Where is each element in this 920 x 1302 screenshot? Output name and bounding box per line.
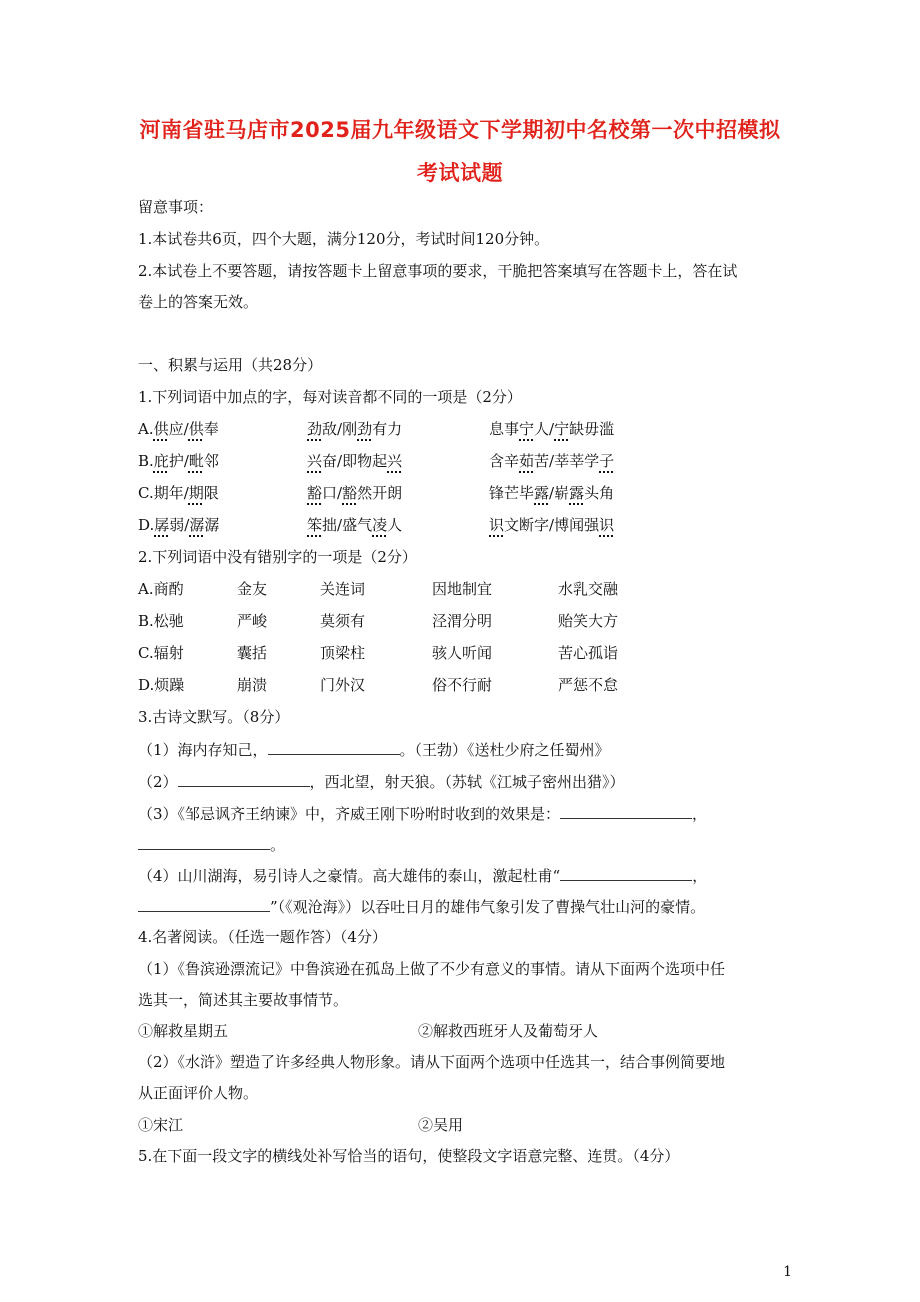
question-4-stem: 4.名著阅读。（任选一题作答）（4分） [138, 928, 387, 946]
q2-option-d-word1: D.烦躁 [138, 676, 185, 694]
q2-option-a-word5: 水乳交融 [558, 580, 619, 598]
q2-option-a-word2: 金友 [237, 580, 268, 598]
q3-part-1: （1）海内存知己， 。（王勃）《送杜少府之任蜀州》 [138, 741, 610, 759]
q2-option-a-word4: 因地制宜 [432, 580, 493, 598]
q1-option-a-col3: 息事宁人/宁缺毋滥 [489, 420, 615, 438]
q1-option-b-col2: 兴奋/即物起兴 [307, 452, 403, 470]
note-2-line1: 2.本试卷上不要答题，请按答题卡上留意事项的要求，干脆把答案填写在答题卡上，答在试 [138, 262, 738, 280]
q2-option-b-word5: 贻笑大方 [558, 612, 619, 630]
q1-option-c-col1: C.期年/期限 [138, 484, 219, 502]
exam-title-line2: 考试试题 [417, 161, 503, 185]
q2-option-c-word3: 顶梁柱 [320, 644, 366, 662]
q2-option-c-word2: 囊括 [237, 644, 268, 662]
answer-blank[interactable] [560, 804, 692, 819]
q1-option-d-col2: 笨拙/盛气凌人 [307, 516, 403, 534]
q3-part-3-cont: 。 [138, 835, 285, 854]
answer-blank[interactable] [560, 866, 692, 881]
q4-part-1-line1: （1）《鲁滨逊漂流记》中鲁滨逊在孤岛上做了不少有意义的事情。请从下面两个选项中任 [138, 960, 726, 978]
q2-option-c-word4: 骇人听闻 [432, 644, 493, 662]
answer-blank[interactable] [178, 772, 310, 787]
q4-option-2b: ②吴用 [418, 1116, 464, 1134]
answer-blank[interactable] [268, 740, 400, 755]
q2-option-b-word1: B.松驰 [138, 612, 184, 630]
q3-part-4: （4）山川湖海，易引诗人之豪情。高大雄伟的泰山，激起杜甫“ ， [138, 867, 708, 885]
question-1-stem: 1.下列词语中加点的字，每对读音都不同的一项是（2分） [138, 388, 522, 406]
q1-option-a-col2: 劲敌/刚劲有力 [307, 420, 403, 438]
q4-part-2-line1: （2）《水浒》塑造了许多经典人物形象。请从下面两个选项中任选其一，结合事例简要地 [138, 1053, 726, 1071]
q3-part-2: （2） ，西北望，射天狼。（苏轼《江城子密州出猎》） [138, 773, 625, 791]
q2-option-b-word4: 泾渭分明 [432, 612, 493, 630]
q2-option-d-word3: 门外汉 [320, 676, 366, 694]
q2-option-b-word2: 严峻 [237, 612, 268, 630]
q1-option-a-col1: A.供应/供奉 [138, 420, 219, 438]
exam-title-line1: 河南省驻马店市2025届九年级语文下学期初中名校第一次中招模拟 [139, 118, 781, 142]
q2-option-a-word1: A.商酌 [138, 580, 184, 598]
q4-option-1a: ①解救星期五 [138, 1022, 229, 1040]
note-2-line2: 卷上的答案无效。 [138, 293, 259, 311]
question-3-stem: 3.古诗文默写。（8分） [138, 708, 290, 726]
question-2-stem: 2.下列词语中没有错别字的一项是（2分） [138, 548, 417, 566]
q2-option-d-word5: 严惩不怠 [558, 676, 619, 694]
q1-option-c-col2: 豁口/豁然开朗 [307, 484, 403, 502]
q4-part-1-line2: 选其一，简述其主要故事情节。 [138, 991, 349, 1009]
q2-option-d-word4: 俗不行耐 [432, 676, 493, 694]
q2-option-b-word3: 莫须有 [320, 612, 366, 630]
q2-option-d-word2: 崩溃 [237, 676, 268, 694]
q2-option-a-word3: 关连词 [320, 580, 366, 598]
q2-option-c-word1: C.辐射 [138, 644, 184, 662]
q3-part-4-cont: ”（《观沧海》）以吞吐日月的雄伟气象引发了曹操气壮山河的豪情。 [138, 897, 705, 916]
question-5-stem: 5.在下面一段文字的横线处补写恰当的语句，使整段文字语意完整、连贯。（4分） [138, 1147, 680, 1165]
section-1-heading: 一、积累与运用（共28分） [138, 356, 323, 374]
q4-part-2-line2: 从正面评价人物。 [138, 1084, 259, 1102]
q2-option-c-word5: 苦心孤诣 [558, 644, 619, 662]
q1-option-b-col3: 含辛茹苦/莘莘学子 [489, 452, 615, 470]
q4-option-1b: ②解救西班牙人及葡萄牙人 [418, 1022, 599, 1040]
q1-option-d-col3: 识文断字/博闻强识 [489, 516, 615, 534]
q1-option-d-col1: D.孱弱/潺潺 [138, 516, 220, 534]
notes-heading: 留意事项： [138, 198, 214, 216]
q3-part-3: （3）《邹忌讽齐王纳谏》中，齐威王刚下吩咐时收到的效果是： ， [138, 805, 708, 823]
q4-option-2a: ①宋江 [138, 1116, 184, 1134]
page-number: 1 [783, 1264, 792, 1280]
q1-option-c-col3: 锋芒毕露/崭露头角 [489, 484, 615, 502]
note-1: 1.本试卷共6页，四个大题，满分120分，考试时间120分钟。 [138, 230, 550, 248]
q1-option-b-col1: B.庇护/毗邻 [138, 452, 219, 470]
answer-blank[interactable] [138, 897, 270, 912]
answer-blank[interactable] [138, 835, 270, 850]
